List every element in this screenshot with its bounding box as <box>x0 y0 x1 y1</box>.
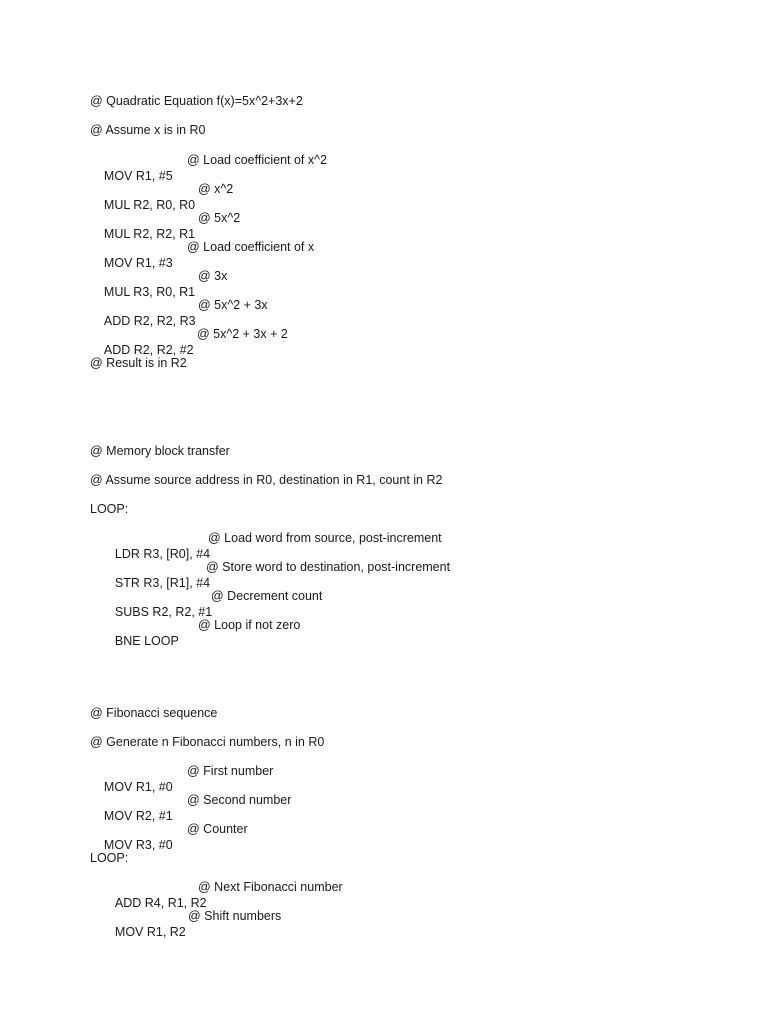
code-comment: @ Second number <box>187 793 292 807</box>
code-line <box>90 181 234 212</box>
code-instruction: BNE LOOP <box>114 634 179 648</box>
code-instruction: ADD R4, R1, R2 <box>114 896 207 910</box>
code-instruction: MOV R3, #0 <box>103 838 173 852</box>
code-line <box>101 908 282 939</box>
code-comment: @ Loop if not zero <box>198 618 301 632</box>
code-comment: @ x^2 <box>198 182 234 196</box>
code-comment: @ First number <box>187 764 274 778</box>
memory-loop-label: LOOP: <box>90 502 129 516</box>
code-comment: @ Load word from source, post-increment <box>208 531 442 545</box>
code-comment: @ Decrement count <box>211 589 323 603</box>
code-instruction: ADD R2, R2, R3 <box>103 314 196 328</box>
code-instruction: MOV R1, #3 <box>103 256 173 270</box>
code-line <box>90 792 292 823</box>
code-comment: @ Counter <box>187 822 248 836</box>
code-instruction: MOV R1, #5 <box>103 169 173 183</box>
code-instruction: MOV R2, #1 <box>103 809 173 823</box>
code-comment: @ 3x <box>198 269 228 283</box>
code-instruction: ADD R2, R2, #2 <box>103 343 194 357</box>
quadratic-header: @ Quadratic Equation f(x)=5x^2+3x+2 <box>90 94 303 108</box>
code-line <box>90 297 268 328</box>
memory-assume: @ Assume source address in R0, destination in R1, count in R2 <box>90 473 443 487</box>
code-instruction: MUL R2, R0, R0 <box>103 198 196 212</box>
code-line <box>101 879 343 910</box>
code-comment: @ Next Fibonacci number <box>198 880 343 894</box>
code-comment: @ 5x^2 + 3x <box>198 298 268 312</box>
code-line <box>101 617 301 648</box>
code-line <box>90 821 248 852</box>
code-comment: @ Load coefficient of x^2 <box>187 153 327 167</box>
quadratic-assume: @ Assume x is in R0 <box>90 123 206 137</box>
code-comment: @ 5x^2 <box>198 211 241 225</box>
code-line <box>101 559 451 590</box>
code-line <box>90 326 288 357</box>
code-comment: @ Load coefficient of x <box>187 240 315 254</box>
code-instruction: STR R3, [R1], #4 <box>114 576 211 590</box>
code-instruction: SUBS R2, R2, #1 <box>114 605 213 619</box>
code-comment: @ Shift numbers <box>188 909 282 923</box>
code-instruction: LDR R3, [R0], #4 <box>114 547 211 561</box>
code-instruction: MUL R2, R2, R1 <box>103 227 196 241</box>
fibonacci-assume: @ Generate n Fibonacci numbers, n in R0 <box>90 735 325 749</box>
code-comment: @ 5x^2 + 3x + 2 <box>197 327 288 341</box>
code-line <box>101 588 323 619</box>
memory-header: @ Memory block transfer <box>90 444 230 458</box>
code-line <box>90 152 327 183</box>
quadratic-result: @ Result is in R2 <box>90 356 187 370</box>
code-line <box>90 210 241 241</box>
code-instruction: MUL R3, R0, R1 <box>103 285 196 299</box>
code-comment: @ Store word to destination, post-increment <box>206 560 451 574</box>
code-line <box>90 268 228 299</box>
code-instruction: MOV R1, R2 <box>114 925 186 939</box>
code-line <box>101 530 442 561</box>
code-line <box>90 763 274 794</box>
fibonacci-loop-label: LOOP: <box>90 851 129 865</box>
code-instruction: MOV R1, #0 <box>103 780 173 794</box>
fibonacci-header: @ Fibonacci sequence <box>90 706 218 720</box>
code-line <box>90 239 315 270</box>
